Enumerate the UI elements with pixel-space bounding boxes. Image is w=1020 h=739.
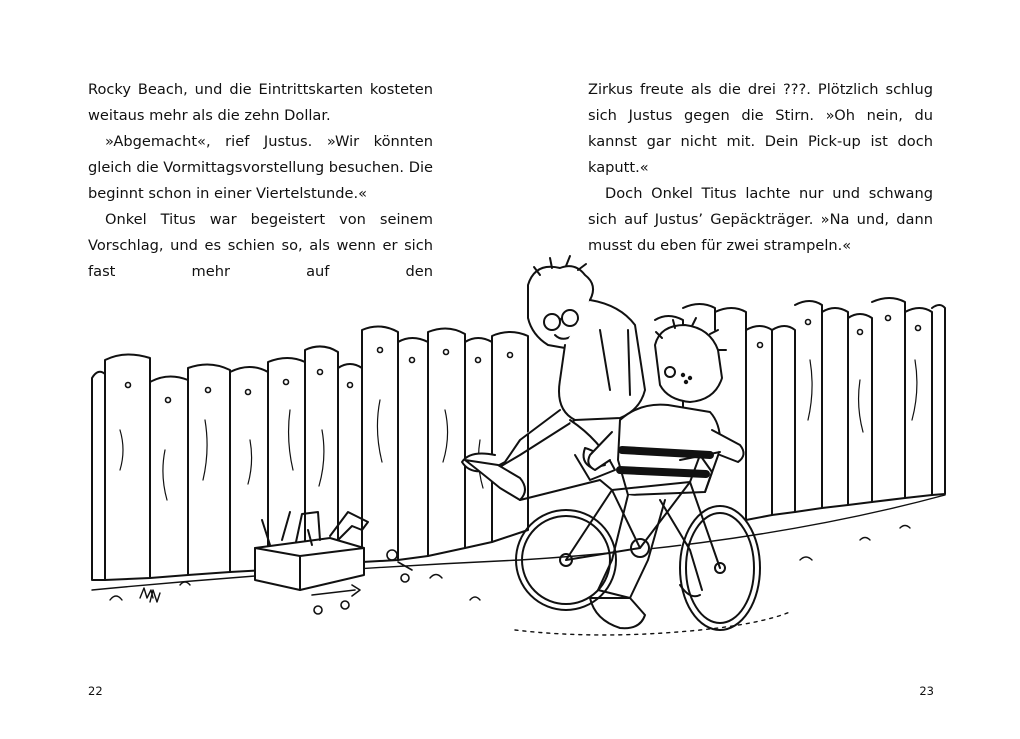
ground (92, 495, 945, 635)
left-paragraph-2: »Abgemacht«, rief Justus. »Wir könnten gleich die Vormittagsvorstellung besuchen. Die beginnt schon in einer Viertelstunde.« (88, 133, 433, 202)
page-number-right: 23 (919, 684, 934, 698)
left-paragraph-3: Onkel Titus war begeistert von seinem Vorschlag, und es schien so, als wenn er sich fast mehr auf den (88, 211, 433, 280)
right-paragraph-2: Doch Onkel Titus lachte nur und schwang sich auf Justus’ Gepäckträger. »Na und, dann musst du eben für zwei strampeln.« (588, 185, 933, 254)
left-paragraph-1: Rocky Beach, und die Eintrittskarten kosteten weitaus mehr als die zehn Dollar. (88, 81, 433, 124)
right-paragraph-1: Zirkus freute als die drei ???. Plötzlich schlug sich Justus gegen die Stirn. »Oh nein, du kannst gar nicht mit. Dein Pick-up ist doch kaputt.« (588, 81, 933, 176)
toolbox (255, 512, 368, 590)
uncle-titus (462, 256, 645, 500)
page-number-left: 22 (88, 684, 103, 698)
